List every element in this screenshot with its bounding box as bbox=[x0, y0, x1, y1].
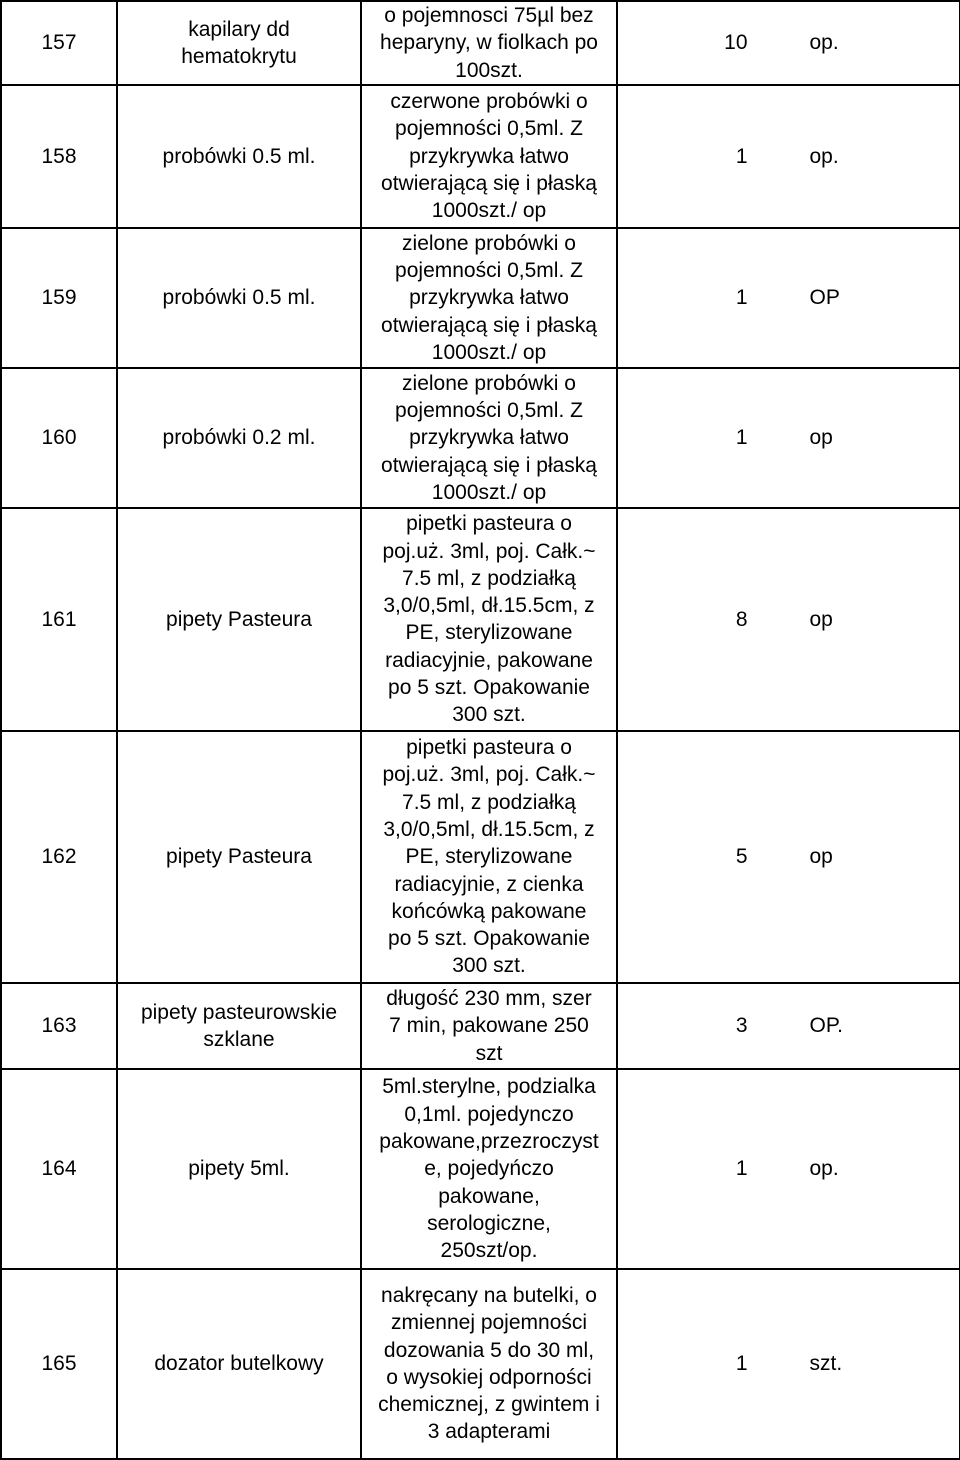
item-number: 158 bbox=[1, 85, 117, 228]
item-name: pipety Pasteura bbox=[166, 845, 312, 869]
item-quantity: 1 bbox=[735, 1352, 748, 1376]
item-quantity: 1 bbox=[735, 1157, 748, 1181]
item-description: o pojemnosci 75µl bez heparyny, w fiolkach po 100szt. bbox=[380, 4, 598, 82]
table-row bbox=[1, 1, 960, 85]
item-description: zielone probówki o pojemności 0,5ml. Z przykrywka łatwo otwierającą się i płaską 1000szt./ op bbox=[381, 371, 597, 504]
item-description: czerwone probówki o pojemności 0,5ml. Z przykrywka łatwo otwierającą się i płaską 1000szt./ op bbox=[381, 90, 597, 223]
item-unit: OP bbox=[809, 286, 840, 310]
item-quantity: 1 bbox=[735, 426, 748, 450]
item-unit: szt. bbox=[809, 1352, 843, 1376]
item-number: 162 bbox=[1, 731, 117, 983]
item-name: probówki 0.2 ml. bbox=[162, 426, 316, 450]
item-name: dozator butelkowy bbox=[154, 1352, 324, 1376]
item-description: zielone probówki o pojemności 0,5ml. Z przykrywka łatwo otwierającą się i płaską 1000szt./ op bbox=[381, 231, 597, 364]
table-row bbox=[1, 228, 960, 368]
item-description: pipetki pasteura o poj.uż. 3ml, poj. Całk.~ 7.5 ml, z podziałką 3,0/0,5ml, dł.15.5cm, z PE, sterylizowane radiacyjnie, pakowane po 5 szt. Opakowanie 300 szt. bbox=[382, 512, 596, 727]
item-quantity: 1 bbox=[735, 286, 748, 310]
item-number: 161 bbox=[1, 508, 117, 731]
item-number: 157 bbox=[1, 1, 117, 85]
item-description: pipetki pasteura o poj.uż. 3ml, poj. Całk.~ 7.5 ml, z podziałką 3,0/0,5ml, dł.15.5cm, z PE, sterylizowane radiacyjnie, z cienka końcówką pakowane po 5 szt. Opakowanie 300 szt. bbox=[382, 736, 596, 978]
item-unit: op bbox=[809, 426, 833, 450]
item-number: 159 bbox=[1, 228, 117, 368]
table-row bbox=[1, 85, 960, 228]
table-row bbox=[1, 368, 960, 508]
item-name: probówki 0.5 ml. bbox=[162, 144, 316, 168]
item-name: pipety 5ml. bbox=[188, 1157, 290, 1181]
item-number: 164 bbox=[1, 1069, 117, 1269]
item-number: 163 bbox=[1, 983, 117, 1069]
item-unit: op. bbox=[809, 31, 839, 55]
item-quantity: 1 bbox=[735, 144, 748, 168]
item-quantity: 10 bbox=[724, 31, 748, 55]
item-quantity: 8 bbox=[735, 607, 748, 631]
table-row bbox=[1, 508, 960, 731]
item-name: probówki 0.5 ml. bbox=[162, 286, 316, 310]
item-description: nakręcany na butelki, o zmiennej pojemności dozowania 5 do 30 ml, o wysokiej odporności chemicznej, z gwintem i 3 adapterami bbox=[378, 1284, 600, 1444]
table-row bbox=[1, 983, 960, 1069]
item-description: 5ml.sterylne, podzialka 0,1ml. pojedynczo pakowane,przezroczyst e, pojedyńczo pakowane, serologiczne, 250szt/op. bbox=[379, 1075, 599, 1263]
item-number: 160 bbox=[1, 368, 117, 508]
item-name: pipety Pasteura bbox=[166, 607, 312, 631]
item-unit: op bbox=[809, 607, 833, 631]
table-row bbox=[1, 1269, 960, 1459]
table-row bbox=[1, 1069, 960, 1269]
table-row bbox=[1, 731, 960, 983]
item-number: 165 bbox=[1, 1269, 117, 1459]
item-unit: op bbox=[809, 845, 833, 869]
item-unit: op. bbox=[809, 144, 839, 168]
item-unit: OP. bbox=[809, 1014, 843, 1038]
item-name: kapilary dd hematokrytu bbox=[181, 17, 297, 68]
item-unit: op. bbox=[809, 1157, 839, 1181]
item-description: długość 230 mm, szer 7 min, pakowane 250 szt bbox=[386, 986, 592, 1065]
item-quantity: 5 bbox=[735, 845, 748, 869]
item-quantity: 3 bbox=[735, 1014, 748, 1038]
item-name: pipety pasteurowskie szklane bbox=[140, 1000, 338, 1051]
